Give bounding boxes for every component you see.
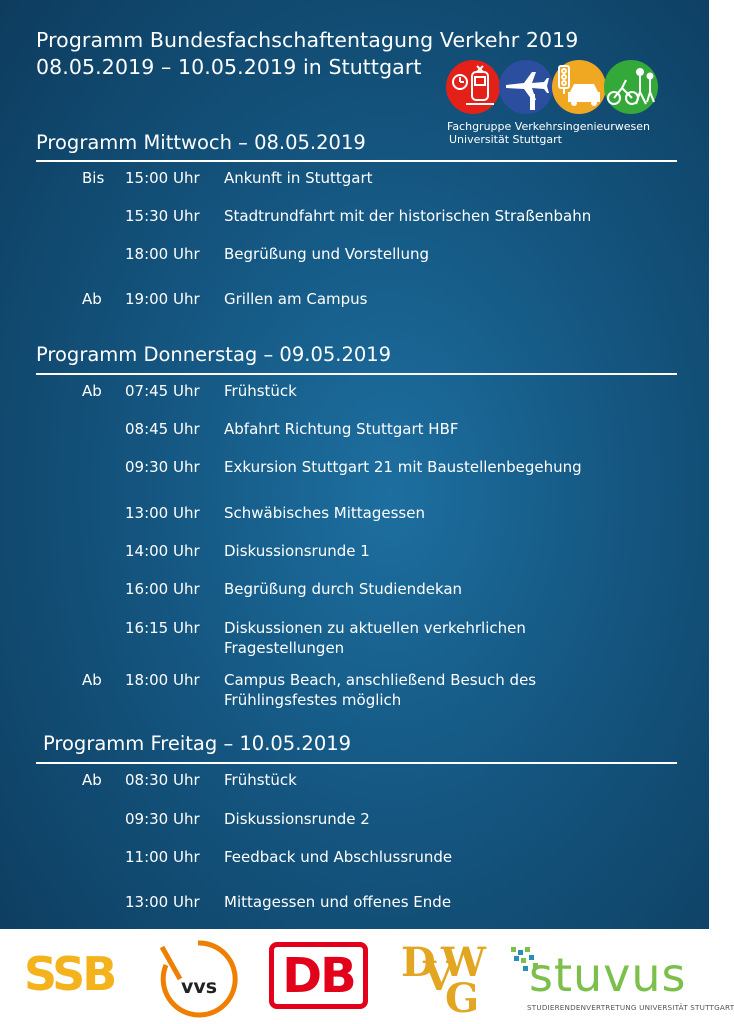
sponsor-footer	[0, 929, 734, 1024]
row-description: Frühstück	[224, 382, 297, 400]
row-time: 11:00 Uhr	[125, 848, 200, 866]
row-prefix: Ab	[82, 382, 102, 400]
row-time: 18:00 Uhr	[125, 245, 200, 263]
row-time: 14:00 Uhr	[125, 542, 200, 560]
section-heading-wednesday: Programm Mittwoch – 08.05.2019	[36, 131, 366, 154]
row-description: Exkursion Stuttgart 21 mit Baustellenbegehung	[224, 458, 582, 476]
row-description: Begrüßung und Vorstellung	[224, 245, 430, 263]
row-description: Feedback und Abschlussrunde	[224, 848, 453, 866]
row-description: Diskussionen zu aktuellen verkehrlichen Fragestellungen	[224, 619, 526, 657]
dvwg-letter-d: D	[401, 939, 436, 986]
section-heading-thursday: Programm Donnerstag – 09.05.2019	[36, 343, 392, 366]
row-time: 09:30 Uhr	[125, 458, 200, 476]
row-description: Stadtrundfahrt mit der historischen Straßenbahn	[224, 207, 592, 225]
row-time: 09:30 Uhr	[125, 810, 200, 828]
dvwg-letter-g: G	[445, 975, 480, 1022]
row-description: Frühstück	[224, 771, 297, 789]
row-time: 19:00 Uhr	[125, 290, 200, 308]
vvs-logo	[158, 937, 242, 1017]
row-time: 18:00 Uhr	[125, 671, 200, 689]
fachgruppe-caption	[447, 120, 650, 146]
row-time: 15:00 Uhr	[125, 169, 200, 187]
vvs-wordmark: vvs	[181, 976, 218, 998]
row-description: Abfahrt Richtung Stuttgart HBF	[224, 420, 459, 438]
dvwg-logo	[401, 939, 486, 1022]
row-description: Diskussionsrunde 1	[224, 542, 370, 560]
dvwg-letter-v: V	[423, 953, 455, 1000]
row-time: 13:00 Uhr	[125, 893, 200, 911]
fachgruppe-logo	[446, 60, 658, 114]
row-prefix: Bis	[82, 169, 105, 187]
row-prefix: Ab	[82, 771, 102, 789]
row-time: 16:15 Uhr	[125, 619, 200, 637]
row-prefix: Ab	[82, 671, 102, 689]
row-description: Schwäbisches Mittagessen	[224, 504, 425, 522]
row-time: 15:30 Uhr	[125, 207, 200, 225]
university-name: Universität Stuttgart	[449, 133, 562, 146]
row-description: Mittagessen und offenes Ende	[224, 893, 452, 911]
section-divider	[36, 160, 677, 162]
row-time: 07:45 Uhr	[125, 382, 200, 400]
section-divider	[36, 373, 677, 375]
row-description: Campus Beach, anschließend Besuch des Frühlingsfestes möglich	[224, 671, 537, 709]
row-description: Begrüßung durch Studiendekan	[224, 580, 463, 598]
ssb-logo: SSB	[24, 947, 115, 1001]
row-time: 16:00 Uhr	[125, 580, 200, 598]
row-time: 08:45 Uhr	[125, 420, 200, 438]
row-prefix: Ab	[82, 290, 102, 308]
row-description: Grillen am Campus	[224, 290, 368, 308]
fachgruppe-name: Fachgruppe Verkehrsingenieurwesen	[447, 120, 651, 133]
db-logo	[269, 942, 368, 1009]
dvwg-letter-w: W	[441, 939, 486, 986]
row-description: Diskussionsrunde 2	[224, 810, 370, 828]
row-time: 08:30 Uhr	[125, 771, 200, 789]
title-line-2: 08.05.2019 – 10.05.2019 in Stuttgart	[36, 55, 422, 79]
row-description: Ankunft in Stuttgart	[224, 169, 373, 187]
stuvus-wordmark: stuvus	[529, 948, 687, 1002]
title-line-1: Programm Bundesfachschaftentagung Verkehr 2019	[36, 28, 579, 52]
stuvus-logo	[511, 943, 734, 1019]
section-divider	[36, 762, 677, 764]
db-wordmark: DB	[282, 948, 355, 1004]
row-time: 13:00 Uhr	[125, 504, 200, 522]
section-heading-friday: Programm Freitag – 10.05.2019	[43, 732, 352, 755]
stuvus-subtitle: STUDIERENDENVERTRETUNG UNIVERSITÄT STUTTGART	[527, 1003, 734, 1012]
